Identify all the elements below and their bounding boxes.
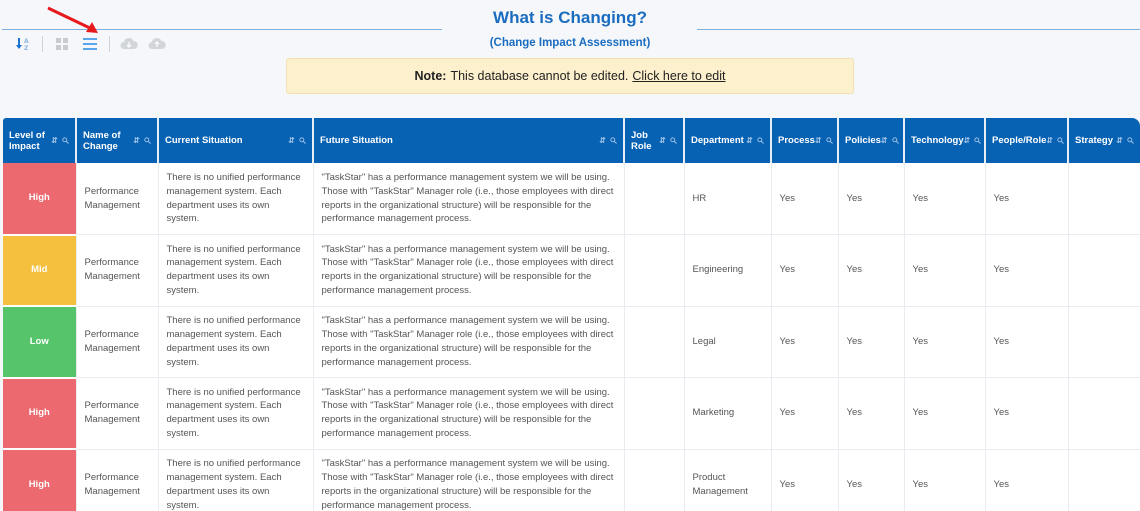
process-cell: Yes xyxy=(771,235,838,307)
cloud-download-button[interactable] xyxy=(118,33,140,55)
column-header[interactable] xyxy=(76,118,158,163)
search-icon[interactable] xyxy=(670,137,677,144)
cloud-upload-button[interactable] xyxy=(146,33,168,55)
column-header[interactable] xyxy=(904,118,985,163)
sort-icon[interactable]: ⇵ xyxy=(659,136,666,145)
table-row[interactable] xyxy=(3,163,1140,235)
grid-view-button[interactable] xyxy=(51,33,73,55)
search-icon[interactable] xyxy=(826,137,833,144)
sort-icon[interactable]: ⇵ xyxy=(746,136,753,145)
page-title: What is Changing? xyxy=(493,8,647,27)
current-cell: There is no unified performance management system. Each department uses its own system. xyxy=(158,306,313,378)
search-icon[interactable] xyxy=(1127,137,1134,144)
cloud-upload-icon xyxy=(148,37,166,51)
table-body xyxy=(3,163,1140,511)
toolbar xyxy=(12,33,168,55)
impact-level-cell: Mid xyxy=(3,235,76,307)
current-cell: There is no unified performance management system. Each department uses its own system. xyxy=(158,449,313,511)
technology-cell: Yes xyxy=(904,163,985,235)
technology-cell: Yes xyxy=(904,378,985,450)
strategy-cell xyxy=(1068,449,1140,511)
page-subtitle: (Change Impact Assessment) xyxy=(489,37,651,49)
note-label: Note: xyxy=(414,69,447,83)
policies-cell: Yes xyxy=(838,163,904,235)
column-header[interactable] xyxy=(771,118,838,163)
sort-icon[interactable]: ⇵ xyxy=(880,136,888,145)
toolbar-separator xyxy=(42,36,43,52)
sort-icon[interactable]: ⇵ xyxy=(51,136,58,145)
column-header-label: Department xyxy=(691,135,744,146)
table-header-row xyxy=(3,118,1140,163)
search-icon[interactable] xyxy=(299,137,306,144)
column-header-label: Level of Impact xyxy=(9,129,45,152)
people-role-cell: Yes xyxy=(985,378,1068,450)
people-role-cell: Yes xyxy=(985,163,1068,235)
department-cell: Product Management xyxy=(684,449,771,511)
name-cell: Performance Management xyxy=(76,378,158,450)
future-cell: "TaskStar" has a performance management system we will be using. Those with "TaskStar" Manager role (i.e., those employees with direct reports in the organizational structure) will be responsible for the performance management process. xyxy=(313,449,624,511)
grid-icon xyxy=(55,37,69,51)
strategy-cell xyxy=(1068,378,1140,450)
name-cell: Performance Management xyxy=(76,449,158,511)
policies-cell: Yes xyxy=(838,378,904,450)
strategy-cell xyxy=(1068,163,1140,235)
column-header-label: Strategy xyxy=(1075,135,1114,146)
list-view-button[interactable] xyxy=(79,33,101,55)
svg-text:Z: Z xyxy=(24,45,29,52)
impact-level-cell: High xyxy=(3,449,76,511)
column-header-label: Name of Change xyxy=(83,129,121,152)
process-cell: Yes xyxy=(771,163,838,235)
column-header[interactable] xyxy=(1068,118,1140,163)
search-icon[interactable] xyxy=(610,137,617,144)
name-cell: Performance Management xyxy=(76,235,158,307)
name-cell: Performance Management xyxy=(76,306,158,378)
policies-cell: Yes xyxy=(838,306,904,378)
column-header[interactable] xyxy=(313,118,624,163)
column-header[interactable] xyxy=(985,118,1068,163)
column-header-label: Policies xyxy=(845,135,881,146)
job-role-cell xyxy=(624,378,684,450)
table-row[interactable] xyxy=(3,306,1140,378)
strategy-cell xyxy=(1068,235,1140,307)
strategy-cell xyxy=(1068,306,1140,378)
change-impact-table xyxy=(3,118,1140,511)
sort-icon[interactable]: ⇵ xyxy=(599,136,606,145)
title-divider-right xyxy=(697,29,1140,30)
process-cell: Yes xyxy=(771,378,838,450)
column-header[interactable] xyxy=(158,118,313,163)
column-header-label: Current Situation xyxy=(165,135,243,146)
department-cell: Engineering xyxy=(684,235,771,307)
column-header[interactable] xyxy=(838,118,904,163)
impact-level-cell: Low xyxy=(3,306,76,378)
sort-az-button[interactable] xyxy=(12,33,34,55)
technology-cell: Yes xyxy=(904,235,985,307)
process-cell: Yes xyxy=(771,449,838,511)
sort-alpha-down-icon xyxy=(15,36,31,52)
annotation-arrow-icon xyxy=(44,6,104,36)
people-role-cell: Yes xyxy=(985,449,1068,511)
search-icon[interactable] xyxy=(974,137,981,144)
read-only-notice xyxy=(286,58,854,94)
title-divider-left xyxy=(2,29,442,30)
table-row[interactable] xyxy=(3,235,1140,307)
job-role-cell xyxy=(624,449,684,511)
job-role-cell xyxy=(624,235,684,307)
cloud-download-icon xyxy=(120,37,138,51)
sort-icon[interactable]: ⇵ xyxy=(963,136,971,145)
process-cell: Yes xyxy=(771,306,838,378)
sort-icon[interactable]: ⇵ xyxy=(133,136,140,145)
toolbar-separator xyxy=(109,36,110,52)
department-cell: HR xyxy=(684,163,771,235)
list-icon xyxy=(82,37,98,51)
current-cell: There is no unified performance management system. Each department uses its own system. xyxy=(158,378,313,450)
technology-cell: Yes xyxy=(904,449,985,511)
column-header[interactable] xyxy=(684,118,771,163)
table-row[interactable] xyxy=(3,449,1140,511)
department-cell: Legal xyxy=(684,306,771,378)
technology-cell: Yes xyxy=(904,306,985,378)
column-header-label: Future Situation xyxy=(320,135,393,146)
current-cell: There is no unified performance management system. Each department uses its own system. xyxy=(158,163,313,235)
impact-level-cell: High xyxy=(3,163,76,235)
sort-icon[interactable]: ⇵ xyxy=(1046,136,1054,145)
column-header-label: People/Role xyxy=(992,135,1047,146)
future-cell: "TaskStar" has a performance management system we will be using. Those with "TaskStar" Manager role (i.e., those employees with direct reports in the organizational structure) will be responsible for the performance management process. xyxy=(313,235,624,307)
current-cell: There is no unified performance management system. Each department uses its own system. xyxy=(158,235,313,307)
search-icon[interactable] xyxy=(757,137,764,144)
svg-text:A: A xyxy=(24,38,29,45)
column-header-label: Process xyxy=(778,135,815,146)
department-cell: Marketing xyxy=(684,378,771,450)
sort-icon[interactable]: ⇵ xyxy=(1116,136,1123,145)
search-icon[interactable] xyxy=(62,137,69,144)
column-header[interactable] xyxy=(624,118,684,163)
search-icon[interactable] xyxy=(144,137,151,144)
sort-icon[interactable]: ⇵ xyxy=(288,136,295,145)
note-text: This database cannot be edited. xyxy=(450,69,629,83)
search-icon[interactable] xyxy=(1057,137,1064,144)
future-cell: "TaskStar" has a performance management system we will be using. Those with "TaskStar" Manager role (i.e., those employees with direct reports in the organizational structure) will be responsible for the performance management process. xyxy=(313,378,624,450)
future-cell: "TaskStar" has a performance management system we will be using. Those with "TaskStar" Manager role (i.e., those employees with direct reports in the organizational structure) will be responsible for the performance management process. xyxy=(313,163,624,235)
column-header[interactable] xyxy=(3,118,76,163)
name-cell: Performance Management xyxy=(76,163,158,235)
people-role-cell: Yes xyxy=(985,306,1068,378)
table-row[interactable] xyxy=(3,378,1140,450)
people-role-cell: Yes xyxy=(985,235,1068,307)
column-header-label: Technology xyxy=(911,135,964,146)
impact-level-cell: High xyxy=(3,378,76,450)
sort-icon[interactable]: ⇵ xyxy=(814,136,822,145)
job-role-cell xyxy=(624,306,684,378)
search-icon[interactable] xyxy=(892,137,899,144)
future-cell: "TaskStar" has a performance management system we will be using. Those with "TaskStar" Manager role (i.e., those employees with direct reports in the organizational structure) will be responsible for the performance management process. xyxy=(313,306,624,378)
job-role-cell xyxy=(624,163,684,235)
click-to-edit-link[interactable]: Click here to edit xyxy=(632,69,726,83)
policies-cell: Yes xyxy=(838,235,904,307)
column-header-label: Job Role xyxy=(631,129,652,152)
policies-cell: Yes xyxy=(838,449,904,511)
